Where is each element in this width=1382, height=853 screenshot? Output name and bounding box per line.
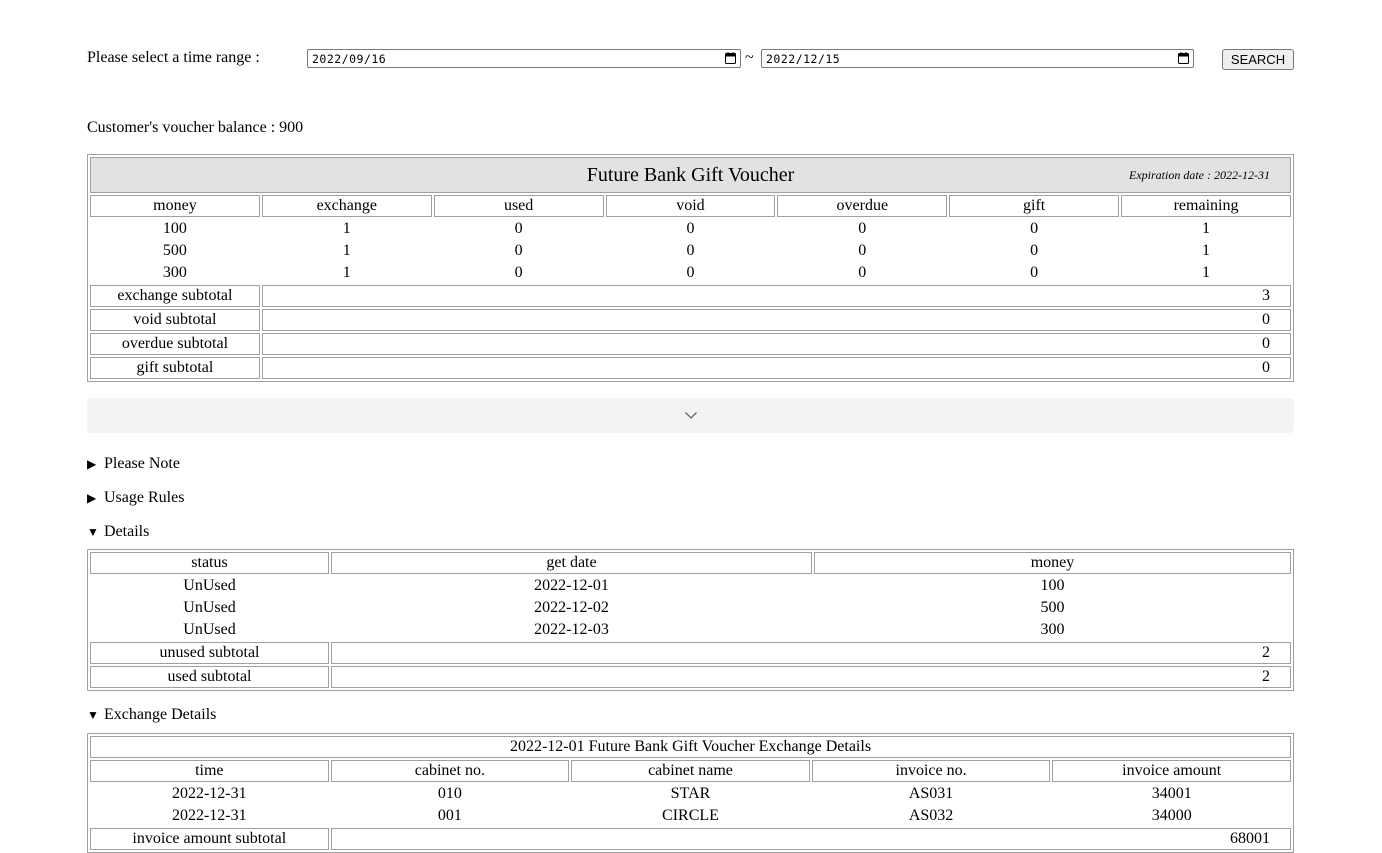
table-cell: 0	[1030, 264, 1039, 281]
date-to-value: 2022/12/15	[766, 52, 841, 66]
details-table	[87, 549, 1294, 691]
table-cell: 0	[514, 264, 523, 281]
table-cell: 0	[686, 220, 695, 237]
calendar-icon[interactable]	[725, 52, 736, 64]
table-cell: 010	[437, 785, 462, 802]
column-header: status	[90, 552, 329, 574]
table-cell: 500	[162, 242, 187, 259]
subtotal-value: 68001	[331, 828, 1291, 850]
time-range-label: Please select a time range :	[87, 49, 260, 66]
table-cell: 1	[1202, 220, 1211, 237]
table-cell: 34000	[1151, 807, 1192, 824]
voucher-table-header	[90, 157, 1291, 193]
date-from-value: 2022/09/16	[312, 52, 387, 66]
table-row	[90, 219, 1291, 239]
table-cell: UnUsed	[183, 599, 236, 616]
triangle-down-icon: ▼	[87, 708, 99, 722]
subtotal-value: 3	[262, 285, 1291, 307]
table-cell: 500	[1040, 599, 1065, 616]
table-cell: 2022-12-02	[534, 599, 609, 616]
table-cell: 1	[342, 220, 351, 237]
usage-rules-label: Usage Rules	[104, 489, 185, 506]
table-cell: 1	[342, 242, 351, 259]
table-cell: 0	[858, 264, 867, 281]
table-cell: 0	[1030, 220, 1039, 237]
subtotal-label: used subtotal	[90, 666, 329, 688]
column-header: cabinet name	[571, 760, 810, 782]
search-button[interactable]: SEARCH	[1222, 49, 1294, 70]
table-cell: STAR	[670, 785, 711, 802]
voucher-summary-table	[87, 154, 1294, 382]
table-cell: 1	[1202, 264, 1211, 281]
table-row	[90, 598, 1291, 618]
table-cell: AS031	[908, 785, 954, 802]
table-cell: 300	[1040, 621, 1065, 638]
subtotal-label: exchange subtotal	[90, 285, 260, 307]
table-cell: 0	[514, 242, 523, 259]
subtotal-label: overdue subtotal	[90, 333, 260, 355]
table-cell: 1	[342, 264, 351, 281]
calendar-icon[interactable]	[1178, 52, 1189, 64]
column-header: invoice amount	[1052, 760, 1291, 782]
table-cell: 2022-12-01	[534, 577, 609, 594]
table-cell: 0	[686, 264, 695, 281]
details-header-row	[90, 552, 1291, 574]
table-cell: 2022-12-31	[171, 807, 247, 824]
triangle-right-icon: ▶	[87, 491, 97, 505]
column-header: cabinet no.	[331, 760, 570, 782]
subtotal-row	[90, 357, 1291, 379]
subtotal-row	[90, 666, 1291, 688]
table-cell: 2022-12-03	[534, 621, 609, 638]
column-header: money	[814, 552, 1291, 574]
range-separator: ~	[745, 49, 754, 66]
please-note-toggle[interactable]	[87, 455, 180, 473]
table-cell: AS032	[908, 807, 954, 824]
subtotal-row	[90, 642, 1291, 664]
usage-rules-toggle[interactable]	[87, 489, 184, 507]
column-header: invoice no.	[812, 760, 1051, 782]
table-row	[90, 263, 1291, 283]
subtotal-value: 0	[262, 309, 1291, 331]
table-cell: UnUsed	[183, 621, 236, 638]
column-header: remaining	[1121, 195, 1291, 217]
subtotal-row	[90, 309, 1291, 331]
table-cell: UnUsed	[183, 577, 236, 594]
column-header: money	[90, 195, 260, 217]
subtotal-label: invoice amount subtotal	[90, 828, 329, 850]
exchange-header-row	[90, 760, 1291, 782]
date-to-input[interactable]	[761, 49, 1194, 68]
subtotal-label: void subtotal	[90, 309, 260, 331]
column-header: time	[90, 760, 329, 782]
table-row	[90, 784, 1291, 804]
table-cell: 100	[1040, 577, 1065, 594]
table-cell: 2022-12-31	[171, 785, 247, 802]
chevron-down-icon	[684, 411, 698, 420]
triangle-down-icon: ▼	[87, 525, 99, 539]
column-header: get date	[331, 552, 812, 574]
subtotal-row	[90, 333, 1291, 355]
table-cell: 34001	[1151, 785, 1192, 802]
exchange-table-title: 2022-12-01 Future Bank Gift Voucher Exchange Details	[90, 736, 1291, 758]
table-row	[90, 806, 1291, 826]
table-cell: 001	[437, 807, 462, 824]
subtotal-label: unused subtotal	[90, 642, 329, 664]
column-header: exchange	[262, 195, 432, 217]
table-cell: 0	[858, 220, 867, 237]
subtotal-value: 0	[262, 357, 1291, 379]
table-cell: CIRCLE	[662, 807, 719, 824]
table-row	[90, 241, 1291, 261]
table-cell: 0	[514, 220, 523, 237]
table-cell: 0	[858, 242, 867, 259]
expiration-date: Expiration date : 2022-12-31	[1129, 168, 1270, 182]
subtotal-label: gift subtotal	[90, 357, 260, 379]
expand-toggle-bar[interactable]	[87, 398, 1294, 433]
voucher-title: Future Bank Gift Voucher	[586, 164, 795, 186]
exchange-details-table	[87, 733, 1294, 853]
table-cell: 0	[686, 242, 695, 259]
exchange-details-label: Exchange Details	[104, 706, 217, 723]
triangle-right-icon: ▶	[87, 457, 97, 471]
subtotal-value: 0	[262, 333, 1291, 355]
subtotal-row	[90, 285, 1291, 307]
table-row	[90, 620, 1291, 640]
subtotal-value: 2	[331, 666, 1291, 688]
subtotal-row	[90, 828, 1291, 850]
details-toggle[interactable]	[87, 523, 149, 541]
voucher-balance: Customer's voucher balance : 900	[87, 119, 304, 136]
details-label: Details	[104, 523, 150, 540]
date-from-input[interactable]	[307, 49, 741, 68]
table-cell: 100	[162, 220, 187, 237]
column-header: gift	[949, 195, 1119, 217]
table-cell: 0	[1030, 242, 1039, 259]
table-row	[90, 576, 1291, 596]
exchange-details-toggle[interactable]	[87, 706, 216, 724]
column-header: void	[606, 195, 776, 217]
subtotal-value: 2	[331, 642, 1291, 664]
table-cell: 300	[162, 264, 187, 281]
please-note-label: Please Note	[104, 455, 180, 472]
column-header: used	[434, 195, 604, 217]
column-header: overdue	[777, 195, 947, 217]
voucher-header-row	[90, 195, 1291, 217]
table-cell: 1	[1202, 242, 1211, 259]
search-bar	[87, 48, 1297, 72]
